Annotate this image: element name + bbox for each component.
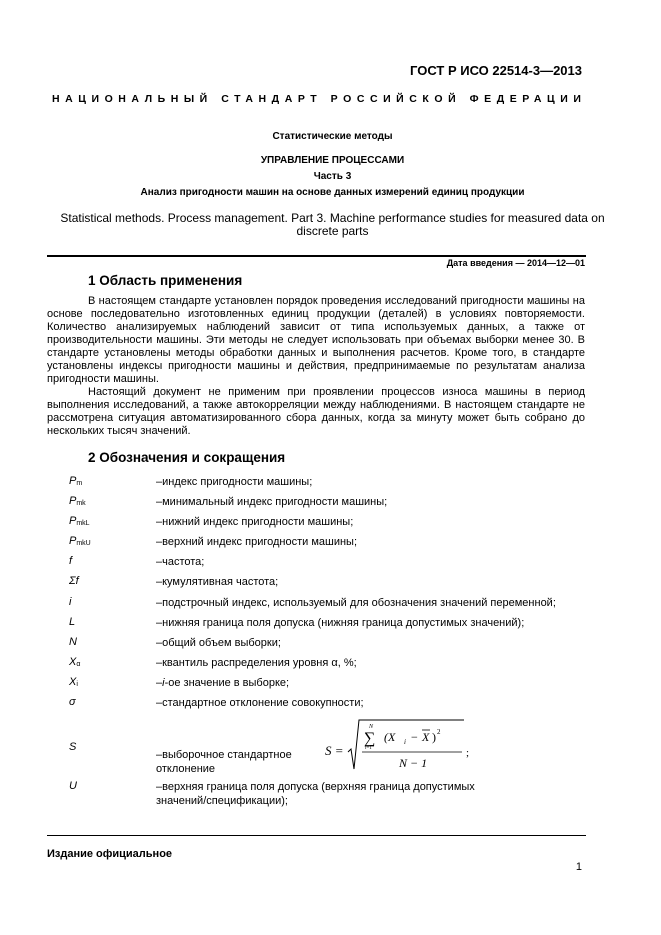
term-definition: –индекс пригодности машины;: [156, 476, 313, 488]
term-symbol: L: [69, 616, 76, 628]
term-symbol: $P_{mk}$: [69, 495, 86, 507]
term-definition: –частота;: [156, 556, 205, 568]
section-1-heading: 1 Область применения: [88, 273, 243, 288]
term-definition: –нижняя граница поля допуска (нижняя граница допустимых значений);: [156, 617, 525, 629]
term-definition: –стандартное отклонение совокупности;: [156, 697, 364, 709]
page-number: 1: [575, 861, 582, 873]
document-code: ГОСТ Р ИСО 22514-3—2013: [410, 63, 582, 78]
sample-std-formula: [324, 717, 484, 775]
formula-numerator: (X: [384, 730, 396, 744]
title-line-2: УПРАВЛЕНИЕ ПРОЦЕССАМИ: [260, 155, 405, 166]
term-definition: –выборочное стандартное отклонение: [156, 749, 292, 775]
title-english: Statistical methods. Process management. Part 3. Machine performance studies for measured data on discrete parts: [60, 211, 605, 238]
term-symbol: Σf: [69, 575, 79, 587]
formula-sum: ∑: [364, 730, 376, 747]
term-symbol: σ: [69, 696, 76, 708]
formula-denominator: N − 1: [399, 756, 428, 770]
term-definition: –квантиль распределения уровня α, %;: [156, 657, 357, 669]
term-definition: –верхняя граница поля допуска (верхняя граница допустимых значений/спецификации);: [156, 781, 475, 807]
title-subtitle: Анализ пригодности машин на основе данных измерений единиц продукции: [140, 187, 525, 198]
term-symbol: f: [69, 555, 73, 567]
title-line-1: Статистические методы: [272, 131, 393, 142]
formula-power: 2: [437, 728, 441, 736]
term-definition: –минимальный индекс пригодности машины;: [156, 496, 388, 508]
term-definition: –нижний индекс пригодности машины;: [156, 516, 354, 528]
official-edition-note: Издание официальное: [47, 848, 173, 860]
formula-trail: ;: [466, 747, 470, 759]
formula-xbar: X: [422, 730, 430, 744]
term-definition: –верхний индекс пригодности машины;: [156, 536, 358, 548]
term-symbol: N: [69, 636, 77, 648]
term-symbol: $X_\alpha$: [69, 656, 81, 668]
top-divider: [47, 255, 586, 257]
term-symbol: $P_{mkL}$: [69, 515, 90, 527]
term-definition: –подстрочный индекс, используемый для обозначения значений переменной;: [156, 597, 556, 609]
formula-close: ): [432, 730, 436, 744]
formula-sum-upper: N: [369, 724, 374, 730]
bottom-divider: [47, 835, 586, 836]
formula-numerator-sub: i: [404, 738, 406, 746]
section-1-paragraph-2: Настоящий документ не применим при проявлении процессов износа машины в период выполнения исследований, а также автокорреляции между наблюдениями. В настоящем стандарте не рассмотрена ситуация автоматизированного сбора данных, когда за минуту может быть собрано до нескольких тысяч значений.: [47, 386, 585, 437]
formula-minus: −: [411, 730, 418, 744]
term-symbol: $X_i$: [69, 676, 78, 688]
national-standard-banner: НАЦИОНАЛЬНЫЙ СТАНДАРТ РОССИЙСКОЙ ФЕДЕРАЦИИ: [52, 93, 587, 105]
section-2-heading: 2 Обозначения и сокращения: [88, 450, 286, 465]
formula-sum-lower: i=1: [365, 746, 372, 751]
term-symbol: $P_{mkU}$: [69, 535, 91, 547]
title-part: Часть 3: [313, 171, 352, 182]
term-definition: –кумулятивная частота;: [156, 576, 279, 588]
term-definition: –общий объем выборки;: [156, 637, 281, 649]
term-symbol: U: [69, 780, 77, 792]
term-definition: –i-ое значение в выборке;: [156, 677, 290, 689]
formula-lhs: S =: [325, 743, 344, 758]
term-symbol: S: [69, 741, 77, 753]
section-1-paragraph-1: В настоящем стандарте установлен порядок проведения исследований пригодности машины на основе последовательно изготовленных единиц продукции (деталей) в условиях повторяемости. Количество анализируемых наблюдений зависит от типа используемых данных, а также от производительности машины. Эти методы не следует использовать при объемах выборки менее 30. В стандарте установлены методы обработки данных и выполнения расчетов. Кроме того, в стандарте установлены индексы пригодности машины и действия, предпринимаемые по результатам анализа пригодности машины.: [47, 295, 585, 385]
effective-date: Дата введения — 2014—12—01: [446, 258, 585, 268]
term-symbol: $P_m$: [69, 475, 83, 487]
term-symbol: i: [69, 596, 72, 608]
